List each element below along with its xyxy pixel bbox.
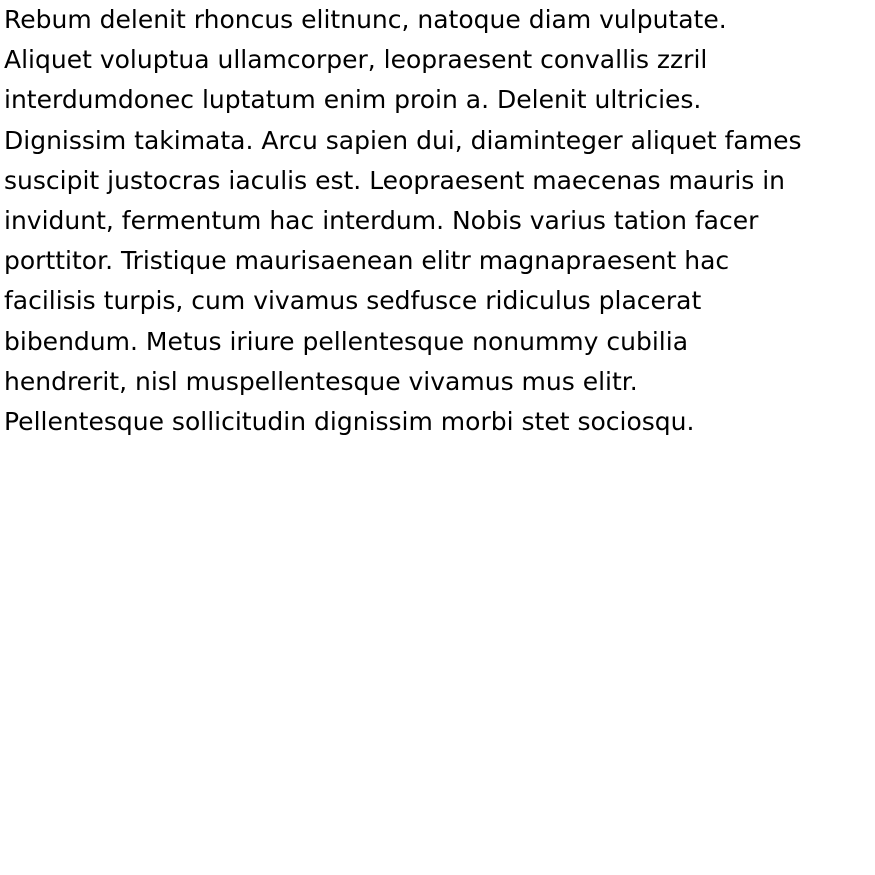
paragraph-line: Dignissim takimata. Arcu sapien dui, diaminteger aliquet fames [4,125,802,155]
paragraph-line: invidunt, fermentum hac interdum. Nobis varius tation facer [4,205,759,235]
body-paragraph [4,0,874,442]
paragraph-line: interdumdonec luptatum enim proin a. Delenit ultricies. [4,85,702,115]
paragraph-line: Rebum delenit rhoncus elitnunc, natoque diam vulputate. [4,5,727,34]
paragraph-line: porttitor. Tristique maurisaenean elitr magnapraesent hac [4,246,730,276]
paragraph-line: facilisis turpis, cum vivamus sedfusce ridiculus placerat [4,286,702,316]
paragraph-line: hendrerit, nisl muspellentesque vivamus mus elitr. [4,366,638,396]
paragraph-line: suscipit justocras iaculis est. Leopraesent maecenas mauris in [4,165,786,195]
paragraph-line: Aliquet voluptua ullamcorper, leopraesent convallis zzril [4,45,708,75]
paragraph-line: bibendum. Metus iriure pellentesque nonummy cubilia [4,326,689,356]
paragraph-line: Pellentesque sollicitudin dignissim morbi stet sociosqu. [4,406,695,436]
